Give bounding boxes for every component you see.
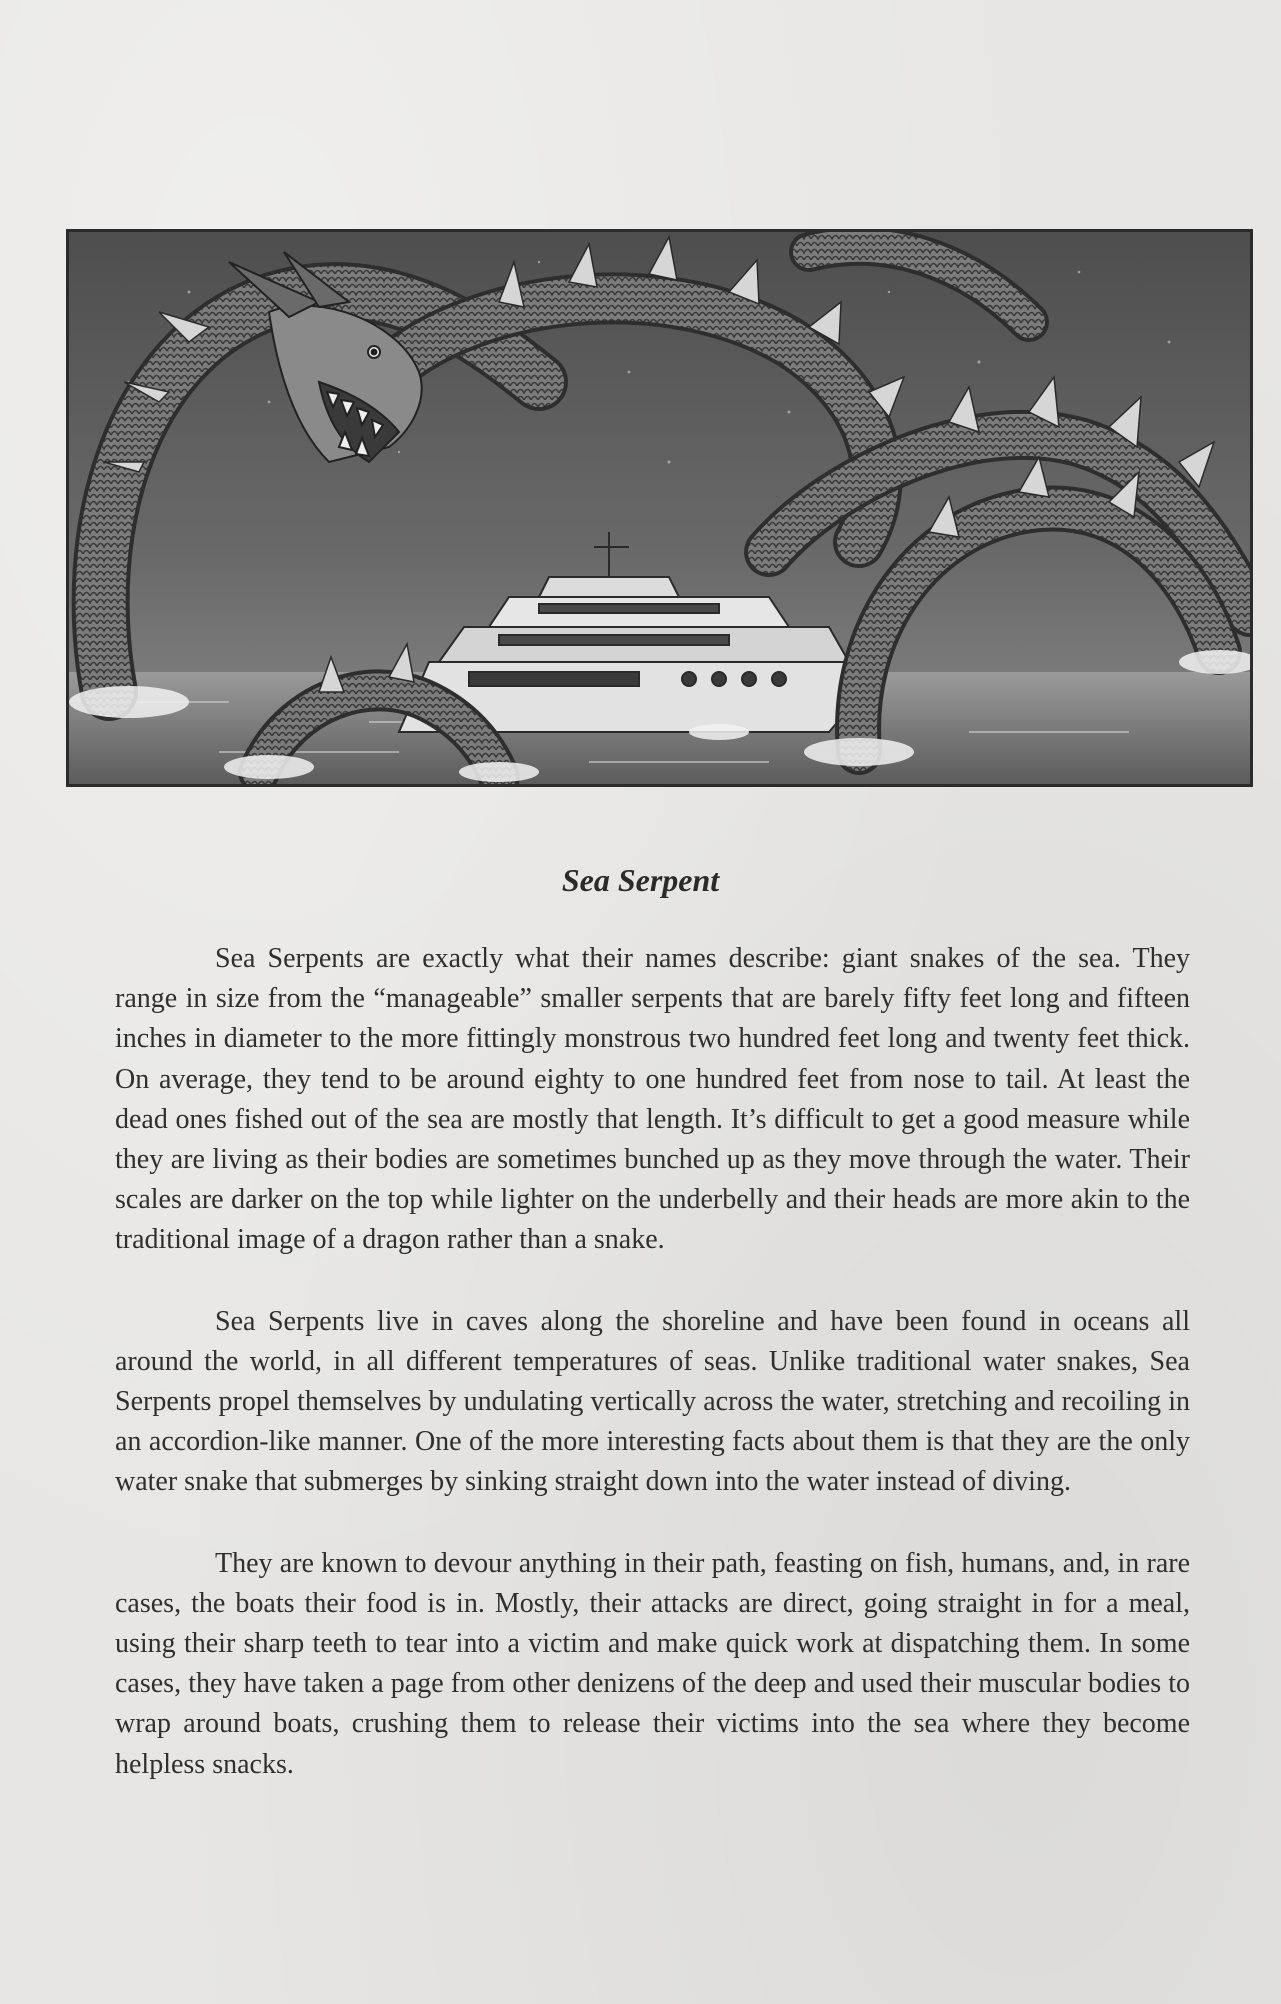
article-title: Sea Serpent (561, 862, 720, 898)
paragraph-habitat: Sea Serpents live in caves along the shoreline and have been found in oceans all around the world, in all different temperatures of seas. Unlike traditional water snakes, Sea Serpents propel themselves by undulating vertically across the water, stretching and recoiling in an accordion-like manner. One of the more interesting facts about them is that they are the only water snake that submerges by sinking straight down into the water instead of diving. (115, 1305, 1190, 1498)
sea-serpent-drawing (69, 232, 1250, 784)
paragraph-size: Sea Serpents are exactly what their names describe: giant snakes of the sea. They range in size from the “manageable” smaller serpents that are barely fifty feet long and fifteen inches in diameter to the more fittingly monstrous two hundred feet long and twenty feet thick. On average, they tend to be around eighty to one hundred feet from nose to tail. At least the dead ones fished out of the sea are mostly that length. It’s difficult to get a good measure while they are living as their bodies are sometimes bunched up as they move through the water. Their scales are darker on the top while lighter on the underbelly and their heads are more akin to the traditional image of a dragon rather than a snake. (115, 943, 1190, 1256)
article-body (115, 939, 1190, 1785)
paragraph-diet: They are known to devour anything in their path, feasting on fish, humans, and, in rare cases, the boats their food is in. Mostly, their attacks are direct, going straight in for a meal, using their sharp teeth to tear into a victim and make quick work at dispatching them. In some cases, they have taken a page from other denizens of the deep and used their muscular bodies to wrap around boats, crushing them to release their victims into the sea where they become helpless snacks. (115, 1547, 1190, 1780)
sea-serpent-illustration (66, 229, 1253, 787)
